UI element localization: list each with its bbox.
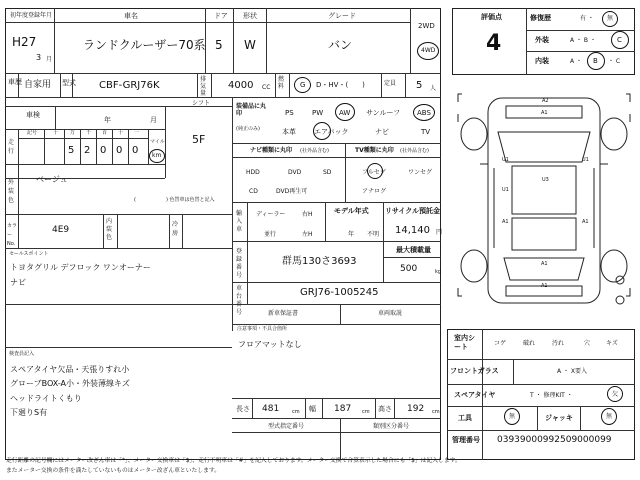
mileage-digit-ju: 0 bbox=[116, 145, 123, 156]
length-value: 481 bbox=[262, 404, 280, 414]
notes-label: 注意事項・不具合箇所 bbox=[237, 326, 288, 332]
repair-options: 有 ・ bbox=[580, 15, 594, 22]
color-label: 外装色 bbox=[8, 179, 15, 204]
length-unit: cm bbox=[292, 409, 300, 415]
shift-value: 5F bbox=[192, 133, 206, 146]
car-name: ランドクルーザー70系 bbox=[83, 38, 206, 52]
footer-line1: 走行距離の記号欄にはメーター改ざん車は「*」、メーター交換車は「$」、走行不明車は「#」を記入しております。メーター交換で合算表示した場合にも「$」は記入します。 bbox=[6, 458, 461, 464]
int-grade: B bbox=[593, 57, 598, 65]
chassis-value: GRJ76-1005245 bbox=[300, 287, 379, 298]
recycle-value: 14,140 bbox=[395, 225, 430, 236]
equipment-sub: (純正のみ) bbox=[236, 126, 260, 132]
chassis-label: 車台番号 bbox=[236, 285, 243, 316]
navi-label: ナビ種類に丸印 bbox=[250, 147, 293, 154]
drive-4wd: 4WD bbox=[421, 47, 436, 54]
damage-a1-left: A1 bbox=[502, 219, 509, 225]
import-right: 右H bbox=[302, 211, 313, 218]
seat-koge: コゲ bbox=[494, 340, 507, 347]
color-code: 4E9 bbox=[52, 225, 70, 235]
jack-none: 無 bbox=[606, 413, 613, 420]
type-value: CBF-GRJ76K bbox=[99, 80, 160, 91]
ext-grade: C bbox=[617, 36, 622, 44]
load-unit: kg bbox=[435, 269, 442, 275]
tv-oneseg: ワンセグ bbox=[408, 169, 433, 176]
mileage-unit-km: km bbox=[152, 152, 162, 159]
equip-pw: PW bbox=[312, 109, 324, 117]
equip-aw: AW bbox=[339, 109, 351, 117]
spare-tire-options: T ・ 修理KIT ・ bbox=[530, 392, 573, 399]
disp-unit: CC bbox=[262, 84, 271, 91]
disp-value: 4000 bbox=[228, 80, 254, 91]
tools-none: 無 bbox=[509, 413, 516, 420]
drive-2wd: 2WD bbox=[418, 22, 435, 30]
mileage-col-man: 万 bbox=[70, 130, 76, 136]
mileage-col-ju: 十 bbox=[118, 130, 124, 136]
use-label: 車歴 bbox=[8, 78, 22, 86]
damage-a2-top: A2 bbox=[542, 98, 549, 104]
seat-kizu: キズ bbox=[606, 340, 618, 347]
seat-yabure: 破れ bbox=[523, 340, 536, 347]
front-glass-options: A ・ X要入 bbox=[557, 368, 588, 375]
sales-label: セールスポイント bbox=[9, 251, 49, 257]
fuel-options: D・HV・( ) bbox=[316, 81, 365, 89]
tools-label: 工具 bbox=[458, 414, 472, 422]
navi-dvd: DVD bbox=[288, 169, 302, 176]
car-grade: バン bbox=[328, 38, 353, 52]
ext-label: 外装 bbox=[535, 36, 549, 44]
spare-tire-label: スペアタイヤ bbox=[454, 391, 496, 399]
car-shape: W bbox=[244, 38, 256, 52]
ext-options: A ・ B ・ bbox=[570, 37, 596, 44]
damage-a1-rear: A1 bbox=[541, 261, 548, 267]
seat-yogore: 汚れ bbox=[552, 340, 565, 347]
damage-a1-bumper: A1 bbox=[541, 283, 548, 289]
class-no-label: 類別区分番号 bbox=[373, 423, 410, 430]
height-value: 192 bbox=[407, 404, 425, 414]
height-unit: cm bbox=[432, 409, 440, 415]
equip-airbag: エアバック bbox=[314, 128, 349, 136]
sales-line1: トヨタグリル デフロック ワンオーナー bbox=[10, 263, 151, 272]
warranty-record: 車両取説 bbox=[378, 310, 403, 317]
capacity-unit: 人 bbox=[430, 85, 437, 92]
length-label: 長さ bbox=[236, 405, 250, 413]
equip-tv: TV bbox=[421, 128, 431, 136]
recycle-unit: 円 bbox=[436, 229, 443, 236]
reg-label: 登録番号 bbox=[236, 248, 243, 279]
type-label: 型式 bbox=[62, 79, 76, 87]
mileage-label: 走行 bbox=[8, 139, 15, 155]
model-no-label: 型式指定番号 bbox=[268, 423, 305, 430]
import-dealer: ディーラー bbox=[256, 211, 286, 218]
tv-fullseg: フルセグ bbox=[362, 169, 386, 176]
ac-label: 冷房 bbox=[172, 221, 179, 237]
equip-navi: ナビ bbox=[375, 128, 389, 136]
inspector-label: 検査員記入 bbox=[9, 351, 35, 357]
import-label: 輸入車 bbox=[236, 210, 243, 233]
tv-sub: (社外品含む) bbox=[400, 148, 429, 154]
width-value: 187 bbox=[334, 404, 352, 414]
spare-missing: 欠 bbox=[612, 391, 619, 398]
mgmt-label: 管理番号 bbox=[452, 436, 480, 444]
footer-line2: またメーター交換の条件を満たしていないものはメーター改ざん車といたします。 bbox=[6, 468, 221, 474]
inspection-year: 年 bbox=[104, 116, 111, 124]
damage-a1-right: A1 bbox=[582, 219, 589, 225]
capacity-label: 定員 bbox=[384, 80, 397, 87]
inspector-line2: グローブBOX-A小・外装薄線キズ bbox=[10, 379, 130, 388]
doors-header: ドア bbox=[214, 12, 228, 20]
navi-cd: CD bbox=[249, 188, 258, 195]
inspector-line1: スペアタイヤ欠品・天張りすれ小 bbox=[10, 365, 130, 374]
inspection-label: 車検 bbox=[26, 111, 40, 119]
load-label: 最大積載量 bbox=[396, 246, 431, 254]
repair-label: 修復歴 bbox=[530, 14, 551, 22]
seat-ana: 穴 bbox=[584, 340, 591, 347]
score-label: 評価点 bbox=[481, 13, 502, 21]
car-name-header: 車名 bbox=[124, 12, 138, 20]
first-reg-year: H27 bbox=[12, 35, 37, 49]
equip-ps: PS bbox=[285, 109, 294, 117]
damage-a1-front: A1 bbox=[541, 110, 548, 116]
model-year-unit: 年 bbox=[348, 231, 355, 238]
model-year-unknown: 不明 bbox=[367, 231, 380, 238]
use-value: 自家用 bbox=[24, 80, 52, 90]
width-label: 幅 bbox=[309, 405, 316, 413]
repair-none: 無 bbox=[607, 15, 614, 22]
equip-sunroof: サンルーフ bbox=[366, 109, 401, 117]
import-left: 左H bbox=[302, 231, 313, 238]
score-value: 4 bbox=[486, 31, 502, 56]
navi-sub: (社外品含む) bbox=[300, 148, 329, 154]
notes-value: フロアマットなし bbox=[238, 340, 302, 349]
fuel-g: G bbox=[300, 81, 306, 89]
first-reg-month-unit: 月 bbox=[46, 56, 53, 63]
damage-u1-right: U1 bbox=[582, 157, 589, 163]
inspection-month: 月 bbox=[150, 116, 157, 124]
navi-sd: SD bbox=[323, 169, 332, 176]
warranty-new: 新車保証書 bbox=[268, 310, 299, 317]
disp-label: 排気量 bbox=[200, 76, 207, 97]
mileage-digit-man: 5 bbox=[68, 145, 75, 156]
shape-header: 形状 bbox=[243, 12, 257, 20]
mileage-unit-mile: マイル bbox=[150, 139, 165, 145]
first-reg-header: 初年度登録年月 bbox=[10, 12, 53, 19]
interior-seat-label: 室内シート bbox=[454, 334, 475, 351]
jack-label: ジャッキ bbox=[545, 414, 573, 422]
tv-label: TV種類に丸印 bbox=[355, 147, 394, 154]
model-year-label: モデル年式 bbox=[334, 207, 369, 215]
grade-header: グレード bbox=[328, 12, 356, 20]
equipment-label: 装備品に丸印 bbox=[236, 103, 267, 117]
fuel-label: 燃料 bbox=[278, 76, 285, 90]
sales-line2: ナビ bbox=[10, 278, 26, 287]
tv-analog: アナログ bbox=[362, 188, 387, 195]
inspector-line3: ヘッドライトくもり bbox=[10, 394, 82, 403]
height-label: 高さ bbox=[378, 405, 392, 413]
mileage-digit-ichi: 0 bbox=[132, 145, 139, 156]
shift-label: シフト bbox=[192, 100, 211, 107]
width-unit: cm bbox=[362, 409, 370, 415]
damage-u1-left2: U1 bbox=[502, 187, 509, 193]
navi-hdd: HDD bbox=[246, 169, 260, 176]
int-label: 内装 bbox=[535, 57, 549, 65]
door-count: 5 bbox=[215, 38, 223, 52]
color-note: ( ) 色替車は色替と記入 bbox=[134, 197, 215, 203]
mileage-col-sen: 千 bbox=[86, 130, 92, 136]
int-options: A ・ bbox=[570, 58, 583, 65]
mileage-col-10man: 十 bbox=[53, 130, 59, 136]
reg-value: 群馬130さ3693 bbox=[282, 256, 357, 267]
mileage-col-symbol: 記号 bbox=[27, 130, 38, 136]
mileage-digit-hyaku: 0 bbox=[100, 145, 107, 156]
equip-leather: 本革 bbox=[282, 128, 296, 136]
mileage-digit-sen: 2 bbox=[84, 145, 91, 156]
capacity-value: 5 bbox=[416, 80, 423, 91]
equip-abs: ABS bbox=[417, 109, 431, 117]
color-value: ベージュ bbox=[36, 175, 68, 184]
recycle-label: リサイクル預託金 bbox=[385, 207, 441, 215]
int-options2: ・ C bbox=[608, 58, 621, 65]
navi-dvd-play: DVD再生可 bbox=[276, 188, 308, 195]
inspector-line4: 下廻りS有 bbox=[10, 408, 48, 417]
load-value: 500 bbox=[400, 264, 418, 274]
mgmt-value: 03939000992509000099 bbox=[497, 435, 612, 445]
front-glass-label: フロントガラス bbox=[450, 367, 499, 375]
interior-color-label: 内装色 bbox=[106, 218, 113, 241]
color-code-label: カラーNo. bbox=[7, 223, 18, 247]
mileage-col-ichi: 一 bbox=[134, 130, 140, 136]
first-reg-month: 3 bbox=[36, 53, 42, 62]
damage-u1-left: U1 bbox=[502, 157, 509, 163]
mileage-col-hyaku: 百 bbox=[102, 130, 108, 136]
import-parallel: 並行 bbox=[264, 231, 277, 238]
damage-u3-roof: U3 bbox=[542, 177, 549, 183]
